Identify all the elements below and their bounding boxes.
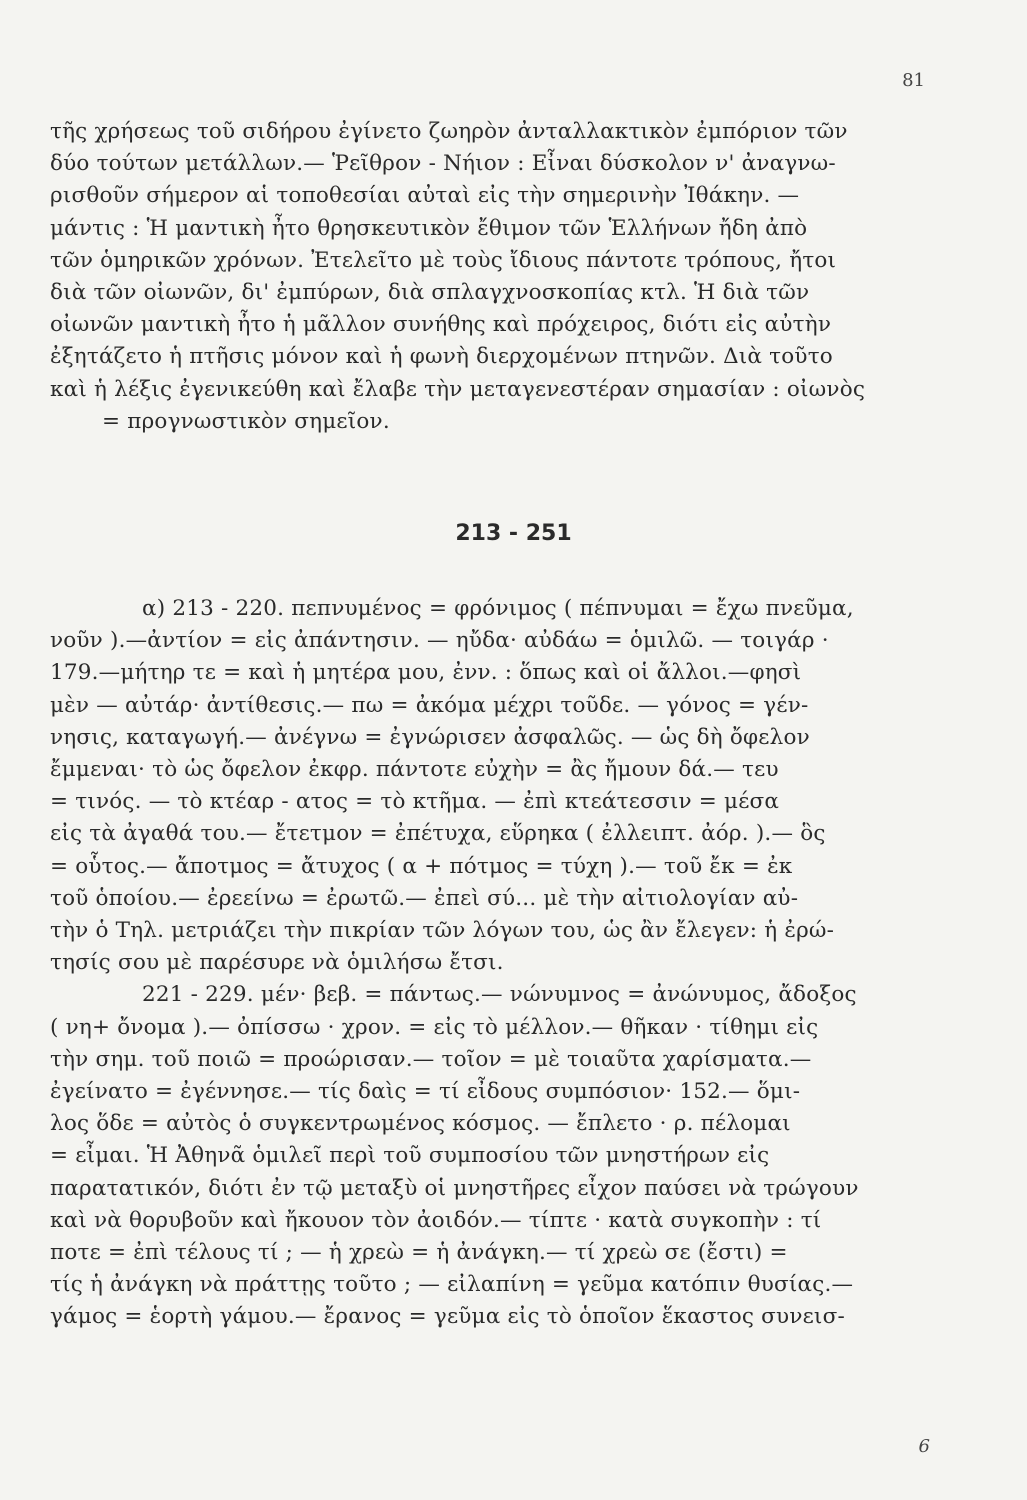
text-line: α) 213 - 220. πεπνυμένος = φρόνιμος ( πέπνυμαι = ἔχω πνεῦμα,	[142, 596, 854, 621]
text-line: λος ὅδε = αὐτὸς ὁ συγκεντρωμένος κόσμος. — ἔπλετο · ρ. πέλομαι	[50, 1111, 791, 1137]
text-line: ἔμμεναι· τὸ ὡς ὄφελον ἐκφρ. πάντοτε εὐχὴν = ἂς ἤμουν δά.— τευ	[50, 757, 779, 783]
top-paragraph	[50, 116, 932, 438]
text-line: τοῦ ὁποίου.— ἐρεείνω = ἐρωτῶ.— ἐπεὶ σύ... μὲ τὴν αἰτιολογίαν αὐ-	[50, 885, 799, 911]
text-line: καὶ ἡ λέξις ἐγενικεύθη καὶ ἔλαβε τὴν μεταγενεστέραν σημασίαν : οἰωνὸς	[50, 376, 866, 402]
section-heading: 213 - 251	[455, 521, 572, 546]
text-line: δύο τούτων μετάλλων.— Ῥεῖθρον - Νήιον : Εἶναι δύσκολον ν' ἀναγνω-	[50, 151, 836, 177]
text-line: = οὗτος.— ἄποτμος = ἄτυχος ( α + πότμος = τύχη ).— τοῦ ἔκ = ἐκ	[50, 853, 793, 879]
text-line: τὴν σημ. τοῦ ποιῶ = προώρισαν.— τοῖον = μὲ τοιαῦτα χαρίσματα.—	[50, 1046, 812, 1072]
text-line: = τινός. — τὸ κτέαρ - ατος = τὸ κτῆμα. — ἐπὶ κτεάτεσσιν = μέσα	[50, 789, 780, 815]
text-line: οἰωνῶν μαντικὴ ἦτο ἡ μᾶλλον συνήθης καὶ πρόχειρος, διότι εἰς αὐτὴν	[50, 312, 832, 338]
text-line: τὴν ὁ Τηλ. μετριάζει τὴν πικρίαν τῶν λόγων του, ὡς ἂν ἔλεγεν: ἡ ἐρώ-	[50, 918, 835, 944]
text-line: ( νη+ ὄνομα ).— ὀπίσσω · χρον. = εἰς τὸ μέλλον.— θῆκαν · τίθημι εἰς	[50, 1014, 819, 1040]
main-text	[50, 593, 932, 1334]
text-line: τησίς σου μὲ παρέσυρε νὰ ὁμιλήσω ἔτσι.	[50, 950, 504, 976]
text-line: ἐγείνατο = ἐγέννησε.— τίς δαὶς = τί εἶδους συμπόσιον· 152.— ὅμι-	[50, 1079, 801, 1105]
text-line: ποτε = ἐπὶ τέλους τί ; — ἡ χρεὼ = ἡ ἀνάγκη.— τί χρεὼ σε (ἔστι) =	[50, 1240, 788, 1266]
text-line: τῆς χρήσεως τοῦ σιδήρου ἐγίνετο ζωηρὸν ἀνταλλακτικὸν ἐμπόριον τῶν	[50, 119, 848, 144]
text-line: μάντις : Ἡ μαντικὴ ἦτο θρησκευτικὸν ἔθιμον τῶν Ἑλλήνων ἤδη ἀπὸ	[50, 215, 808, 241]
text-line: τίς ἡ ἀνάγκη νὰ πράττῃς τοῦτο ; — εἰλαπίνη = γεῦμα κατόπιν θυσίας.—	[50, 1272, 854, 1298]
text-line: διὰ τῶν οἰωνῶν, δι' ἐμπύρων, διὰ σπλαγχνοσκοπίας κτλ. Ἡ διὰ τῶν	[50, 280, 810, 306]
page-number: 81	[902, 70, 925, 91]
text-line: νησις, καταγωγή.— ἀνέγνω = ἐγνώρισεν ἀσφαλῶς. — ὡς δὴ ὄφελον	[50, 724, 810, 750]
text-line: = προγνωστικὸν σημεῖον.	[102, 408, 390, 434]
text-line: ἐξητάζετο ἡ πτῆσις μόνον καὶ ἡ φωνὴ διερχομένων πτηνῶν. Διὰ τοῦτο	[50, 344, 833, 370]
text-line: μὲν — αὐτάρ· ἀντίθεσις.— πω = ἀκόμα μέχρι τοῦδε. — γόνος = γέν-	[50, 692, 809, 718]
text-line: = εἶμαι. Ἡ Ἀθηνᾶ ὁμιλεῖ περὶ τοῦ συμποσίου τῶν μνηστήρων εἰς	[50, 1143, 770, 1169]
text-line: καὶ νὰ θορυβοῦν καὶ ἤκουον τὸν ἀοιδόν.— τίπτε · κατὰ συγκοπὴν : τί	[50, 1207, 822, 1233]
text-line: γάμος = ἑορτὴ γάμου.— ἔρανος = γεῦμα εἰς τὸ ὁποῖον ἕκαστος συνεισ-	[50, 1304, 845, 1330]
text-line: 179.—μήτηρ τε = καὶ ἡ μητέρα μου, ἐνν. : ὅπως καὶ οἱ ἄλλοι.—φησὶ	[50, 660, 802, 686]
text-line: ρισθοῦν σήμερον αἱ τοποθεσίαι αὐταὶ εἰς τὴν σημερινὴν Ἰθάκην. —	[50, 183, 800, 209]
text-line: εἰς τὰ ἀγαθά του.— ἔτετμον = ἐπέτυχα, εὕρηκα ( ἐλλειπτ. ἀόρ. ).— ὃς	[50, 821, 826, 847]
signature-mark: 6	[918, 1436, 930, 1457]
text-line: 221 - 229. μέν· βεβ. = πάντως.— νώνυμνος = ἀνώνυμος, ἄδοξος	[142, 982, 857, 1008]
text-line: τῶν ὁμηρικῶν χρόνων. Ἐτελεῖτο μὲ τοὺς ἴδιους πάντοτε τρόπους, ἤτοι	[50, 247, 837, 273]
text-line: νοῦν ).—ἀντίον = εἰς ἀπάντησιν. — ηὔδα· αὐδάω = ὁμιλῶ. — τοιγάρ ·	[50, 628, 829, 654]
text-line: παρατατικόν, διότι ἐν τῷ μεταξὺ οἱ μνηστῆρες εἶχον παύσει νὰ τρώγουν	[50, 1175, 859, 1201]
